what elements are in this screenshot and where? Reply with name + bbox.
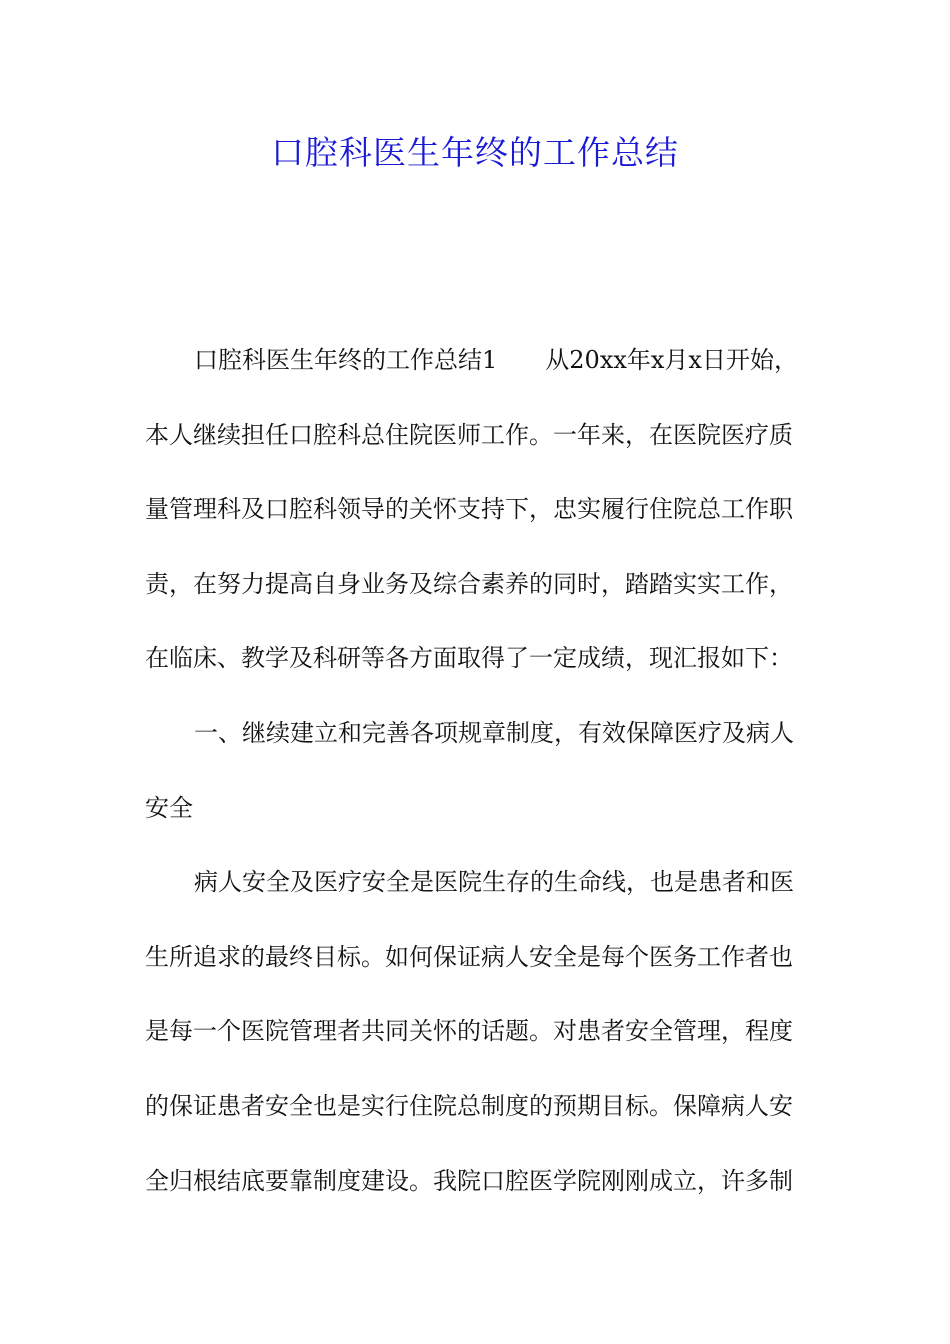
paragraph-line: 一、继续建立和完善各项规章制度，有效保障医疗及病人 (194, 718, 794, 747)
paragraph-line: 的保证患者安全也是实行住院总制度的预期目标。保障病人安 (145, 1091, 793, 1120)
paragraph-line: 在临床、教学及科研等各方面取得了一定成绩，现汇报如下： (145, 644, 793, 673)
paragraph-line: 生所追求的最终目标。如何保证病人安全是每个医务工作者也 (145, 942, 793, 971)
section-heading: 口腔科医生年终的工作总结1 (194, 346, 498, 374)
paragraph-text: 从20xx年x月x日开始， (545, 346, 798, 374)
paragraph-line: 安全 (145, 793, 193, 822)
document-body (145, 336, 825, 1231)
paragraph-line: 病人安全及医疗安全是医院生存的生命线，也是患者和医 (194, 868, 794, 897)
paragraph-line: 是每一个医院管理者共同关怀的话题。对患者安全管理，程度 (145, 1017, 793, 1046)
paragraph-line: 量管理科及口腔科领导的关怀支持下，忠实履行住院总工作职 (145, 495, 793, 524)
paragraph-line: 本人继续担任口腔科总住院医师工作。一年来，在医院医疗质 (145, 420, 793, 449)
paragraph-line (145, 336, 825, 411)
paragraph-line: 责，在努力提高自身业务及综合素养的同时，踏踏实实工作， (145, 569, 793, 598)
paragraph-line: 全归根结底要靠制度建设。我院口腔医学院刚刚成立，许多制 (145, 1166, 793, 1195)
document-title: 口腔科医生年终的工作总结 (271, 133, 679, 172)
